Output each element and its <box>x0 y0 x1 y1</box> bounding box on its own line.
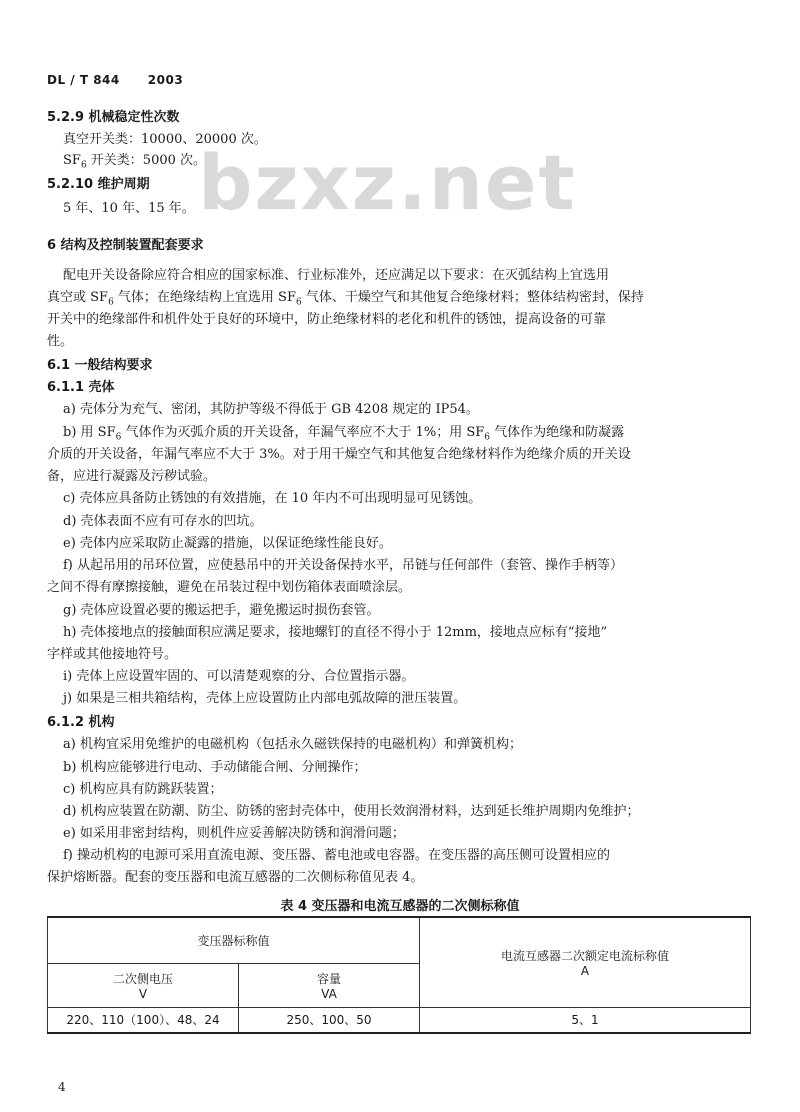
standard-code: DL / T 844 <box>47 73 120 87</box>
standard-year: 2003 <box>147 73 184 87</box>
section-6-1-1-title: 6.1.1 壳体 <box>47 380 115 395</box>
watermark: bzxz.net <box>198 138 577 227</box>
section-5-2-9-line1: 真空开关类：10000、20000 次。 <box>63 132 267 147</box>
text-span: 真空或 SF <box>47 290 109 305</box>
subscript-6: 6 <box>108 297 114 308</box>
voltage-unit: V <box>138 986 148 1001</box>
section-6-p1-line3: 开关中的绝缘部件和机件处于良好的环境中，防止绝缘材料的老化和机件的锈蚀，提高设备的可靠 <box>47 312 607 327</box>
section-6-p1-line1: 配电开关设备除应符合相应的国家标准、行业标准外，还应满足以下要求：在灭弧结构上宜选用 <box>63 268 610 283</box>
item-6-1-2-d: d) 机构应装置在防潮、防尘、防锈的密封壳体中，使用长效润滑材料，达到延长维护周期内免维护； <box>63 804 640 819</box>
capacity-header-cell <box>239 963 420 1007</box>
subscript-6: 6 <box>80 160 87 171</box>
item-6-1-2-f-line2: 保护熔断器。配套的变压器和电流互感器的二次侧标称值见表 4。 <box>47 870 424 885</box>
item-6-1-1-f-line2: 之间不得有摩擦接触，避免在吊装过程中划伤箱体表面喷涂层。 <box>47 580 412 595</box>
text-span: b) 用 SF <box>63 425 116 440</box>
table-4 <box>47 916 751 1034</box>
item-6-1-1-d: d) 壳体表面不应有可存水的凹坑。 <box>63 514 263 529</box>
sf-text: SF <box>63 153 81 168</box>
text-span: 气体；在绝缘结构上宜选用 SF <box>113 290 296 305</box>
section-6-1-title: 6.1 一般结构要求 <box>47 358 153 373</box>
item-6-1-1-h-line1: h) 壳体接地点的接触面积应满足要求，接地螺钉的直径不得小于 12mm，接地点应标有“接地” <box>63 625 608 640</box>
ct-header: 电流互感器二次额定电流标称值 <box>500 948 669 963</box>
transformer-header: 变压器标称值 <box>48 917 420 963</box>
item-6-1-1-e: e) 壳体内应采取防止凝露的措施，以保证绝缘性能良好。 <box>63 536 392 551</box>
item-6-1-2-b: b) 机构应能够进行电动、手动储能合闸、分闸操作； <box>63 760 367 775</box>
voltage-header-cell <box>48 963 239 1007</box>
subscript-6: 6 <box>115 432 122 443</box>
item-6-1-2-a: a) 机构宜采用免维护的电磁机构（包括永久磁铁保持的电磁机构）和弹簧机构； <box>63 737 522 752</box>
item-6-1-1-h-line2: 字样或其他接地符号。 <box>47 647 178 662</box>
ct-unit: A <box>580 963 590 978</box>
item-6-1-1-a: a) 壳体分为充气、密闭，其防护等级不得低于 GB 4208 规定的 IP54。 <box>63 402 479 417</box>
capacity-header: 容量 <box>316 971 341 986</box>
section-6-p1-line2 <box>47 289 644 312</box>
section-6-1-2-title: 6.1.2 机构 <box>47 715 115 730</box>
item-6-1-1-j: j) 如果是三相共箱结构，壳体上应设置防止内部电弧故障的泄压装置。 <box>63 691 467 706</box>
item-6-1-2-e: e) 如采用非密封结构，则机件应妥善解决防锈和润滑问题； <box>63 826 405 841</box>
item-6-1-1-g: g) 壳体应设置必要的搬运把手，避免搬运时损伤套管。 <box>63 603 380 618</box>
item-6-1-1-i: i) 壳体上应设置牢固的、可以清楚观察的分、合位置指示器。 <box>63 669 415 684</box>
text-span: 气体作为灭弧介质的开关设备，年漏气率应不大于 1%；用 SF <box>121 425 485 440</box>
subscript-6: 6 <box>296 297 302 308</box>
item-6-1-2-f-line1: f) 操动机构的电源可采用直流电源、变压器、蓄电池或电容器。在变压器的高压侧可设置相应的 <box>63 848 611 863</box>
page-number: 4 <box>58 1080 66 1094</box>
section-5-2-9-title: 5.2.9 机械稳定性次数 <box>47 110 180 125</box>
voltage-values: 220、110（100）、48、24 <box>48 1007 239 1033</box>
page-header <box>47 73 183 87</box>
ct-values: 5、1 <box>420 1007 751 1033</box>
item-6-1-1-b-line3: 备，应进行凝露及污秽试验。 <box>47 469 217 484</box>
item-6-1-1-b-line2: 介质的开关设备，年漏气率应不大于 3%。对于用干燥空气和其他复合绝缘材料作为绝缘介质的开关设 <box>47 447 631 462</box>
section-5-2-9-line2 <box>63 152 206 175</box>
item-6-1-2-c: c) 机构应具有防跳跃装置； <box>63 782 223 797</box>
voltage-header: 二次侧电压 <box>112 971 173 986</box>
table-4-caption: 表 4 变压器和电流互感器的二次侧标称值 <box>280 899 520 914</box>
subscript-6: 6 <box>484 432 491 443</box>
section-5-2-10-line1: 5 年、10 年、15 年。 <box>63 201 195 216</box>
section-5-2-9-line2-rest: 开关类：5000 次。 <box>86 153 207 168</box>
item-6-1-1-f-line1: f) 从起吊用的吊环位置，应使悬吊中的开关设备保持水平，吊链与任何部件（套管、操作手柄等） <box>63 558 624 573</box>
item-6-1-1-c: c) 壳体应具备防止锈蚀的有效措施，在 10 年内不可出现明显可见锈蚀。 <box>63 491 482 506</box>
section-6-title: 6 结构及控制装置配套要求 <box>47 238 204 253</box>
section-5-2-10-title: 5.2.10 维护周期 <box>47 177 150 192</box>
text-span: 气体、干燥空气和其他复合绝缘材料；整体结构密封，保持 <box>301 290 644 305</box>
section-6-p1-line4: 性。 <box>47 334 74 349</box>
ct-header-cell <box>420 917 751 1007</box>
text-span: 气体作为绝缘和防凝露 <box>490 425 625 440</box>
capacity-values: 250、100、50 <box>239 1007 420 1033</box>
capacity-unit: VA <box>321 986 337 1001</box>
item-6-1-1-b-line1 <box>63 424 624 447</box>
